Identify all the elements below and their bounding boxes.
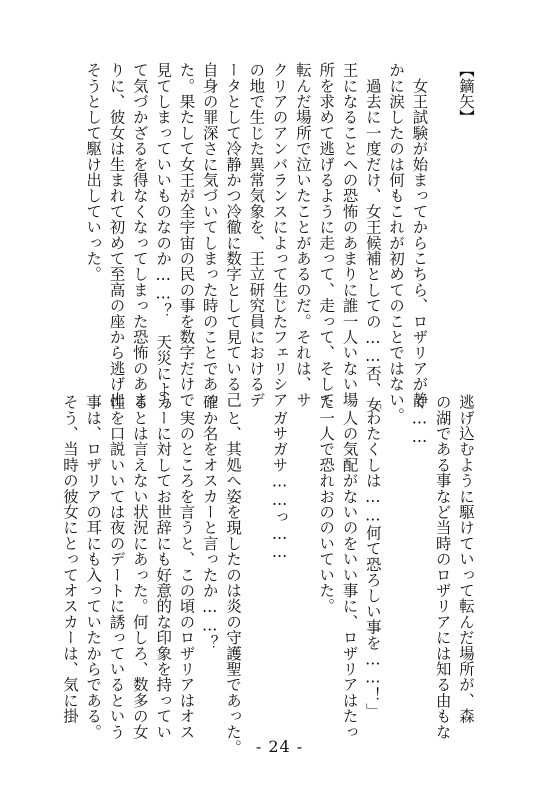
text-line: るとは言えない状況にあった。何しろ、数多の女	[130, 394, 149, 740]
text-line: 王になることへの恐怖のあまりに誰一人いない場	[340, 62, 359, 408]
text-line: カーに対してお世辞にも好意的な印象を持ってい	[154, 394, 173, 740]
text-line: く……	[410, 394, 429, 447]
text-line: りに、彼女は生まれて初めて至高の座から逃げ出	[107, 62, 126, 408]
text-line	[430, 62, 453, 376]
page-number: - 24 -	[255, 737, 304, 756]
text-line: 事は、ロザリアの耳にも入っていたからである。	[84, 394, 103, 740]
text-line: クリアのアンバランスによって生じたフェリシア	[270, 62, 289, 408]
text-line: 女王試験が始まってからこちら、ロザリアが静	[410, 62, 429, 408]
text-line: 実のところを言うと、この頃のロザリアはオス	[177, 394, 196, 740]
text-line: の湖である事など当時のロザリアには知る由もな	[433, 394, 452, 740]
text-line: て気づかざるを得なくなってしまった恐怖のあま	[130, 62, 149, 408]
text-line: ータとして冷静かつ冷徹に数字として見ている己	[224, 62, 243, 408]
text-line	[291, 394, 314, 708]
text-line: ガサガサ……っ……	[270, 394, 289, 562]
text-line: 自身の罪深さに気づいてしまった時のことであっ	[200, 62, 219, 408]
text-line: かに涙したのは何もこれが初めてのことではない。	[387, 62, 406, 424]
text-line: た一人で恐れおののいていた。	[317, 394, 336, 614]
text-line: そう、当時の彼女にとってオスカーは、気に掛	[60, 394, 79, 724]
text-line: 転んだ場所で泣いたことがあるのだ。それは、サ	[293, 62, 312, 408]
text-line: 【鏑矢】	[457, 62, 475, 125]
text-line	[244, 394, 267, 708]
text-line	[384, 394, 407, 708]
text-line: と、其処へ姿を現したのは炎の守護聖であった。	[224, 394, 243, 756]
text-line: 性を口説いいては夜のデートに誘っているという	[107, 394, 126, 740]
text-line: の地で生じた異常気象を、王立研究員におけるデ	[247, 62, 266, 408]
text-line: 確か名をオスカーと言ったか……？	[200, 394, 219, 651]
text-line: 過去に一度だけ、女王候補としての……否、女	[363, 62, 382, 413]
text-line: 「わたくしは……何て恐ろしい事を……！」	[363, 394, 382, 719]
text-line: 所を求めて逃げるように走って、走って、そして	[317, 62, 336, 408]
text-line: 人の気配がないのをいい事に、ロザリアはたっ	[340, 394, 359, 740]
text-line: 見てしまっていいものなのか……？ 天災によっ	[154, 62, 173, 413]
upper-text-block	[81, 62, 477, 424]
text-line: た。果たして女王が全宇宙の民の事を数字だけで	[177, 62, 196, 408]
text-line: 逃げ込むように駆けていって転んだ場所が、森	[457, 394, 475, 724]
text-line: そうとして駆け出していった。	[84, 62, 103, 282]
